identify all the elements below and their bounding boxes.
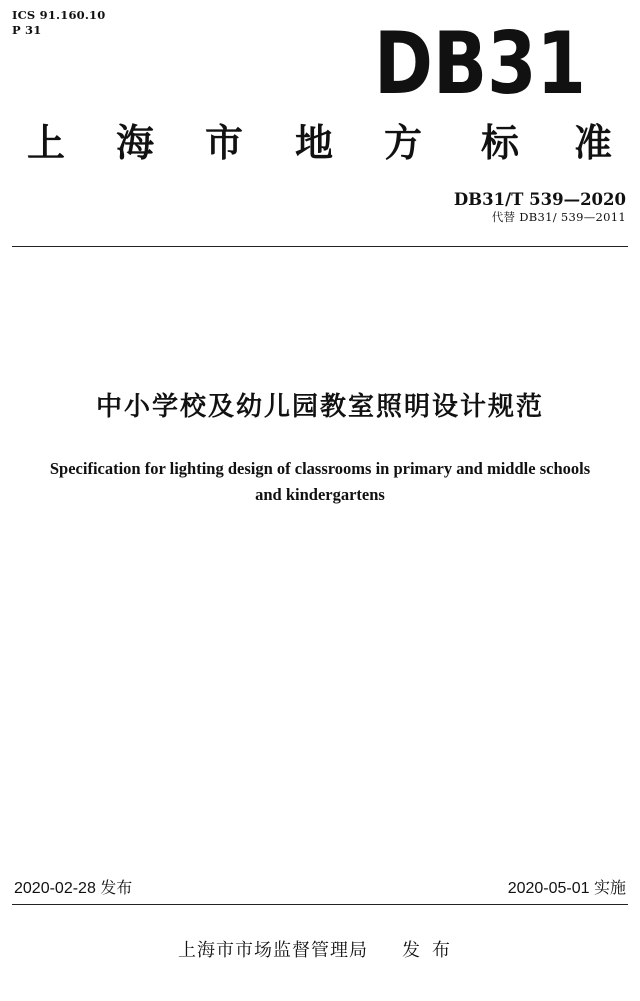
ics-block <box>12 8 105 38</box>
standard-type-char: 方 <box>383 121 422 165</box>
top-divider <box>12 246 628 247</box>
standard-type-char: 准 <box>573 121 612 165</box>
standard-type-char: 地 <box>294 121 333 165</box>
db31-logo-svg <box>372 14 588 100</box>
standard-type-char: 市 <box>204 121 243 165</box>
standard-type-char: 上 <box>26 121 65 165</box>
replaces-note: 代替 DB31/ 539—2011 <box>491 210 626 224</box>
db31-logo-text: DB31 <box>374 14 586 100</box>
bottom-divider <box>12 904 628 905</box>
title-english-line-1: Specification for lighting design of classrooms in primary and middle schools <box>49 459 591 478</box>
classification-code: P 31 <box>12 23 42 37</box>
standard-type-char: 海 <box>115 121 154 165</box>
ics-code: ICS 91.160.10 <box>12 8 106 22</box>
title-chinese: 中小学校及幼儿园教室照明设计规范 <box>95 392 544 422</box>
standard-number-block <box>454 190 626 224</box>
issuer-name: 上海市市场监督管理局 <box>178 940 368 961</box>
standard-type-char: 标 <box>480 121 519 165</box>
title-english <box>20 456 620 508</box>
standard-type-heading <box>0 120 640 170</box>
standard-number: DB31/T 539—2020 <box>453 190 626 209</box>
implement-date: 2020-05-01 实施 <box>507 880 626 897</box>
issue-date: 2020-02-28 发布 <box>14 880 133 897</box>
issuer-line <box>0 938 640 964</box>
db31-logo <box>372 14 588 100</box>
issue-label: 发布 <box>402 940 462 961</box>
title-english-line-2: and kindergartens <box>255 485 385 504</box>
